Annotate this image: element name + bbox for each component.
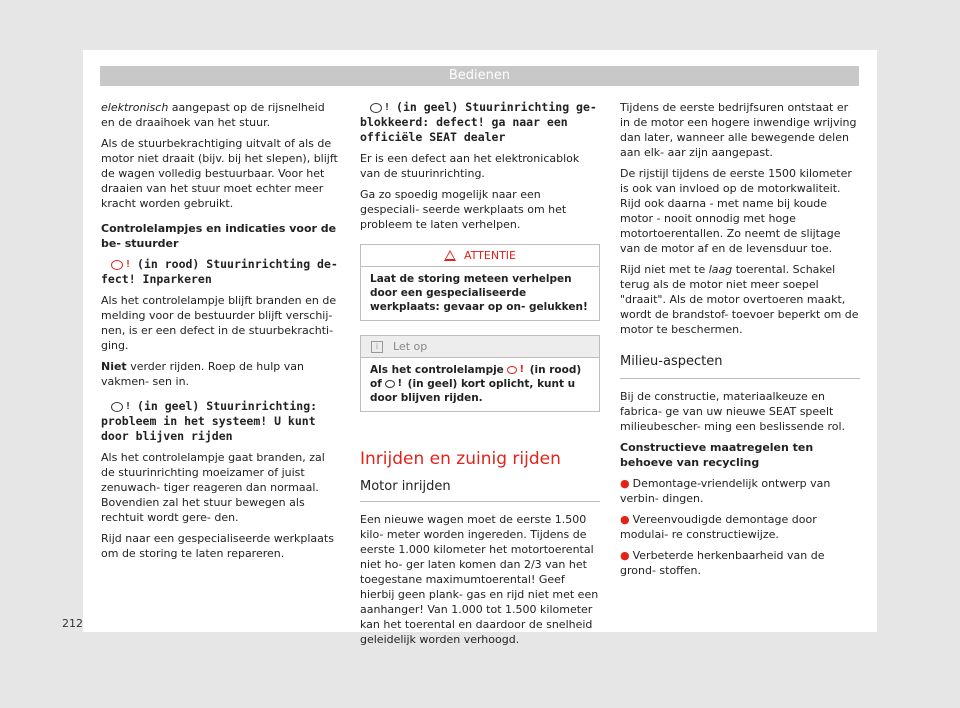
paragraph: Als de stuurbekrachtiging uitvalt of als de motor niet draait (bijv. bij het slepen), blijft de wagen volledig bestuurbaar. Voor het draaien van het stuur moet echter meer kracht worden gebruikt. — [101, 137, 338, 210]
note-box-header: i Let op — [361, 336, 599, 358]
info-icon: i — [371, 341, 383, 353]
subsection-title: Motor inrijden — [360, 478, 600, 502]
column-right — [620, 100, 860, 584]
list-item: ● Verbeterde herkenbaarheid van de grond- stoffen. — [620, 549, 825, 577]
paragraph: Niet verder rijden. Roep de hulp van vakmen- sen in. — [101, 360, 304, 388]
paragraph: Tijdens de eerste bedrijfsuren ontstaat er in de motor een hogere inwendige wrijving dan later, wanneer alle bewegende delen aan elk- aar zijn aangepast. — [620, 101, 857, 159]
section-heading: Controlelampjes en indicaties voor de be- stuurder — [101, 222, 337, 250]
list-item: ● Vereenvoudigde demontage door modulai- re constructiewijze. — [620, 513, 817, 541]
steering-warning-yellow-icon: ! — [111, 399, 137, 413]
warning-lamp-message-blocked: ! (in geel) Stuurinrichting ge- blokkeerd: defect! ga naar een officiële SEAT dealer — [360, 100, 597, 144]
steering-warning-yellow-icon: ! — [385, 378, 404, 390]
paragraph: Een nieuwe wagen moet de eerste 1.500 kilo- meter worden ingereden. Tijdens de eerste 1.000 kilometer het motortoerental niet ho- ger laten komen dan 2/3 van het toegestane maximumtoerental! Geef hierbij geen plank- gas en rijd niet met een aanhanger! Van 1.000 tot 1.500 kilometer kan het toerental en daardoor de snelheid geleidelijk worden verhoogd. — [360, 513, 599, 646]
steering-warning-red-icon: ! — [111, 257, 137, 271]
section-title: Inrijden en zuinig rijden — [360, 449, 561, 469]
section-heading: Constructieve maatregelen ten behoeve van recycling — [620, 441, 814, 469]
paragraph: Rijd niet met te laag toerental. Schakel terug als de motor niet meer soepel "draait". Als de motor overtoeren maakt, wordt de brandstof- toevoer beperkt om de motor te beschermen. — [620, 263, 859, 336]
warning-lamp-message-yellow: ! (in geel) Stuurinrichting: probleem in het systeem! U kunt door blijven rijden — [101, 399, 318, 443]
note-box-text: Als het controlelampje ! (in rood) of ! (in geel) kort oplicht, kunt u door blijven rijden. — [370, 364, 582, 404]
list-item: ● Demontage-vriendelijk ontwerp van verbin- dingen. — [620, 477, 831, 505]
paragraph: Ga zo spoedig mogelijk naar een gespeciali- seerde werkplaats om het probleem te laten verhelpen. — [360, 188, 567, 231]
warning-lamp-message-red: ! (in rood) Stuurinrichting de- fect! Inparkeren — [101, 257, 338, 286]
paragraph: De rijstijl tijdens de eerste 1500 kilometer is ook van invloed op de motorkwaliteit. Rijd ook daarna - met name bij koude motor - nooit onnodig met hoge motortoerentallen. Zo neemt de slijtage van de motor af en de levensduur toe. — [620, 167, 852, 255]
page-number: 212 — [62, 617, 83, 630]
column-left — [101, 100, 341, 567]
steering-warning-yellow-icon: ! — [370, 100, 396, 114]
paragraph: Als het controlelampje blijft branden en de melding voor de bestuurder blijft verschij- nen, is er een defect in de stuurbekrachti- ging. — [101, 294, 337, 352]
subsection-title: Milieu-aspecten — [620, 353, 860, 379]
paragraph: Als het controlelampje gaat branden, zal de stuurinrichting moeizamer of juist zenuwach- tiger reageren dan normaal. Bovendien zal het stuur bewegen als rechtuit wordt gere- den. — [101, 451, 325, 524]
warning-box-header: ATTENTIE — [361, 245, 599, 267]
steering-warning-red-icon: ! — [507, 364, 526, 376]
warning-box — [360, 244, 600, 321]
paragraph: Rijd naar een gespecialiseerde werkplaats om de storing te laten repareren. — [101, 532, 334, 560]
column-middle — [360, 100, 600, 653]
paragraph: Er is een defect aan het elektronicablok van de stuurinrichting. — [360, 152, 580, 180]
warning-box-text: Laat de storing meteen verhelpen door een gespecialiseerde werkplaats: gevaar op on- gelukken! — [370, 273, 588, 313]
paragraph: Bij de constructie, materiaalkeuze en fabrica- ge van uw nieuwe SEAT speelt milieubescher- ming een beslissende rol. — [620, 390, 846, 433]
page-header: Bedienen — [100, 66, 859, 86]
note-box — [360, 335, 600, 412]
paragraph: elektronisch aangepast op de rijsnelheid en de draaihoek van het stuur. — [101, 101, 325, 129]
warning-triangle-icon — [444, 250, 456, 261]
